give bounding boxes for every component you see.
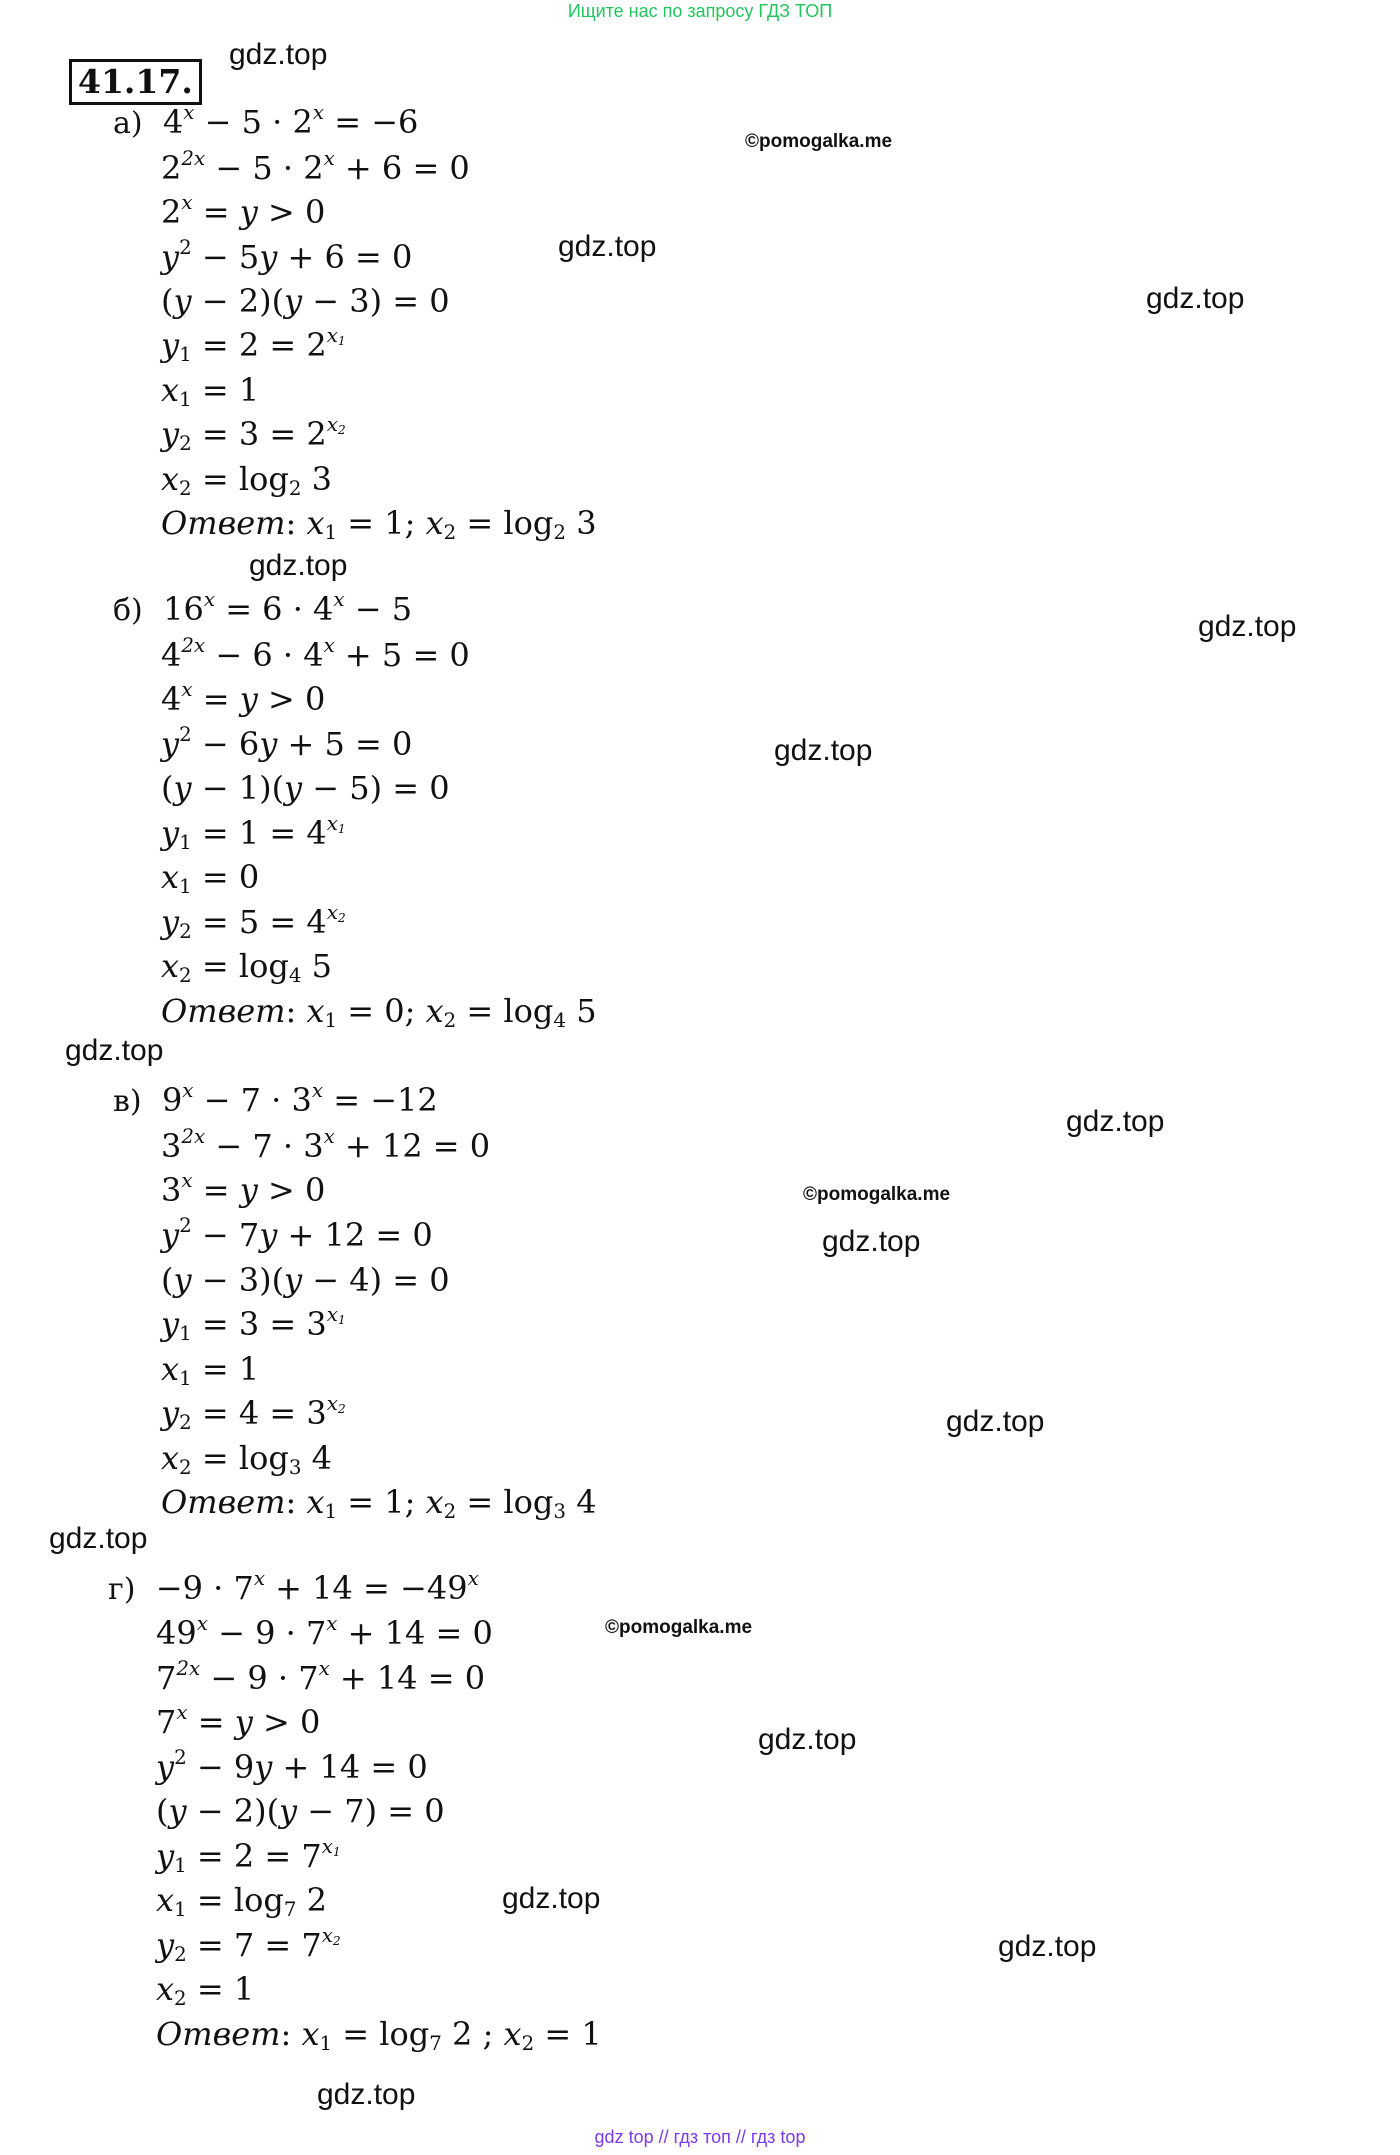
math-line: (y − 2)(y − 7) = 0 bbox=[156, 1792, 445, 1830]
math-line: $y_2 = 4 = 3^{x_2}$ bbox=[161, 1392, 346, 1434]
watermark-gdz: gdz.top bbox=[49, 1522, 148, 1555]
math-line: $y^2 - 9y + 14 = 0$ bbox=[156, 1746, 428, 1786]
math-line: $y_2 = 5 = 4^{x_2}$ bbox=[161, 901, 346, 943]
math-line: $4^x = y > 0$ bbox=[161, 678, 326, 718]
watermark-gdz: gdz.top bbox=[758, 1723, 857, 1756]
part-label-d: г) bbox=[108, 1572, 136, 1607]
math-line: $x_1 = \log_7 2$ bbox=[156, 1881, 327, 1921]
top-banner: Ищите нас по запросу ГДЗ ТОП bbox=[567, 1, 833, 21]
watermark-gdz: gdz.top bbox=[1066, 1105, 1165, 1138]
part-c-equation: в) $9^x - 7 \cdot 3^x = -12$ bbox=[113, 1079, 438, 1119]
math-line: (y − 2)(y − 3) = 0 bbox=[161, 282, 450, 320]
answer-word: Ответ bbox=[161, 1483, 286, 1521]
math-line: $y_1 = 1 = 4^{x_1}$ bbox=[161, 812, 346, 854]
math-line: (y − 3)(y − 4) = 0 bbox=[161, 1261, 450, 1299]
watermark-gdz: gdz.top bbox=[774, 734, 873, 767]
part-label-b: б) bbox=[113, 593, 143, 628]
math-line: $x_2 = \log_4 5$ bbox=[161, 947, 332, 987]
math-line: $x_2 = \log_3 4$ bbox=[161, 1439, 332, 1479]
watermark-gdz: gdz.top bbox=[1146, 282, 1245, 315]
math-line: $2^x = y > 0$ bbox=[161, 191, 326, 231]
part-d-equation: $г) -9 \cdot 7^x + 14 = -49^x$ bbox=[108, 1567, 479, 1607]
watermark-gdz: gdz.top bbox=[65, 1034, 164, 1067]
math-line: $7^{2x} - 9 \cdot 7^x + 14 = 0$ bbox=[156, 1657, 486, 1697]
answer-word: Ответ bbox=[156, 2015, 281, 2053]
math-line: $y_1 = 2 = 2^{x_1}$ bbox=[161, 324, 346, 366]
watermark-gdz: gdz.top bbox=[1198, 610, 1297, 643]
part-a-equation: а) $4^x - 5 \cdot 2^x = -6$ bbox=[113, 101, 419, 141]
math-line: $y^2 - 5y + 6 = 0$ bbox=[161, 236, 413, 276]
watermark-gdz: gdz.top bbox=[229, 38, 328, 71]
math-line: $y_2 = 3 = 2^{x_2}$ bbox=[161, 413, 346, 455]
math-line: $x_1 = 0$ bbox=[161, 858, 260, 898]
math-line: $x_1 = 1$ bbox=[161, 1350, 260, 1390]
answer-line: Ответ: $x_1 = 1$; $x_2 = \log_2 3$ bbox=[161, 504, 597, 544]
watermark-gdz: gdz.top bbox=[946, 1405, 1045, 1438]
watermark-pomogalka: ©pomogalka.me bbox=[605, 1617, 753, 1638]
math-line: $y_2 = 7 = 7^{x_2}$ bbox=[156, 1924, 341, 1966]
answer-line: Ответ: $x_1 = 0$; $x_2 = \log_4 5$ bbox=[161, 992, 597, 1032]
math-line: $x_1 = 1$ bbox=[161, 371, 260, 411]
math-line: $y_1 = 2 = 7^{x_1}$ bbox=[156, 1835, 341, 1877]
watermark-gdz: gdz.top bbox=[502, 1882, 601, 1915]
watermark-pomogalka: ©pomogalka.me bbox=[803, 1184, 951, 1205]
watermark-gdz: gdz.top bbox=[558, 230, 657, 263]
answer-word: Ответ bbox=[161, 504, 286, 542]
watermark-gdz: gdz.top bbox=[249, 549, 348, 582]
math-line: $x_2 = 1$ bbox=[156, 1970, 255, 2010]
answer-line: Ответ: $x_1 = \log_7 2$ ; $x_2 = 1$ bbox=[156, 2015, 602, 2055]
watermark-gdz: gdz.top bbox=[317, 2078, 416, 2111]
math-line: $2^{2x} - 5 \cdot 2^x + 6 = 0$ bbox=[161, 147, 470, 187]
math-line: $y^2 - 6y + 5 = 0$ bbox=[161, 723, 413, 763]
answer-line: Ответ: $x_1 = 1$; $x_2 = \log_3 4$ bbox=[161, 1483, 597, 1523]
math-line: $3^{2x} - 7 \cdot 3^x + 12 = 0$ bbox=[161, 1125, 491, 1165]
part-label-a: а) bbox=[113, 106, 143, 141]
watermark-pomogalka: ©pomogalka.me bbox=[745, 131, 893, 152]
math-line: $7^x = y > 0$ bbox=[156, 1701, 321, 1741]
problem-number: 41.17. bbox=[69, 59, 202, 105]
math-line: $x_2 = \log_2 3$ bbox=[161, 460, 332, 500]
math-line: $y^2 - 7y + 12 = 0$ bbox=[161, 1214, 433, 1254]
part-label-c: в) bbox=[113, 1084, 142, 1119]
bottom-banner: gdz top // гдз топ // гдз top bbox=[594, 2127, 806, 2147]
watermark-gdz: gdz.top bbox=[822, 1225, 921, 1258]
math-line: $4^{2x} - 6 \cdot 4^x + 5 = 0$ bbox=[161, 634, 470, 674]
watermark-gdz: gdz.top bbox=[998, 1930, 1097, 1963]
math-line: $y_1 = 3 = 3^{x_1}$ bbox=[161, 1303, 346, 1345]
math-line: (y − 1)(y − 5) = 0 bbox=[161, 769, 450, 807]
math-line: $3^x = y > 0$ bbox=[161, 1169, 326, 1209]
answer-word: Ответ bbox=[161, 992, 286, 1030]
math-line: $49^x - 9 \cdot 7^x + 14 = 0$ bbox=[156, 1612, 493, 1652]
part-b-equation: б) $16^x = 6 \cdot 4^x - 5$ bbox=[113, 588, 413, 628]
